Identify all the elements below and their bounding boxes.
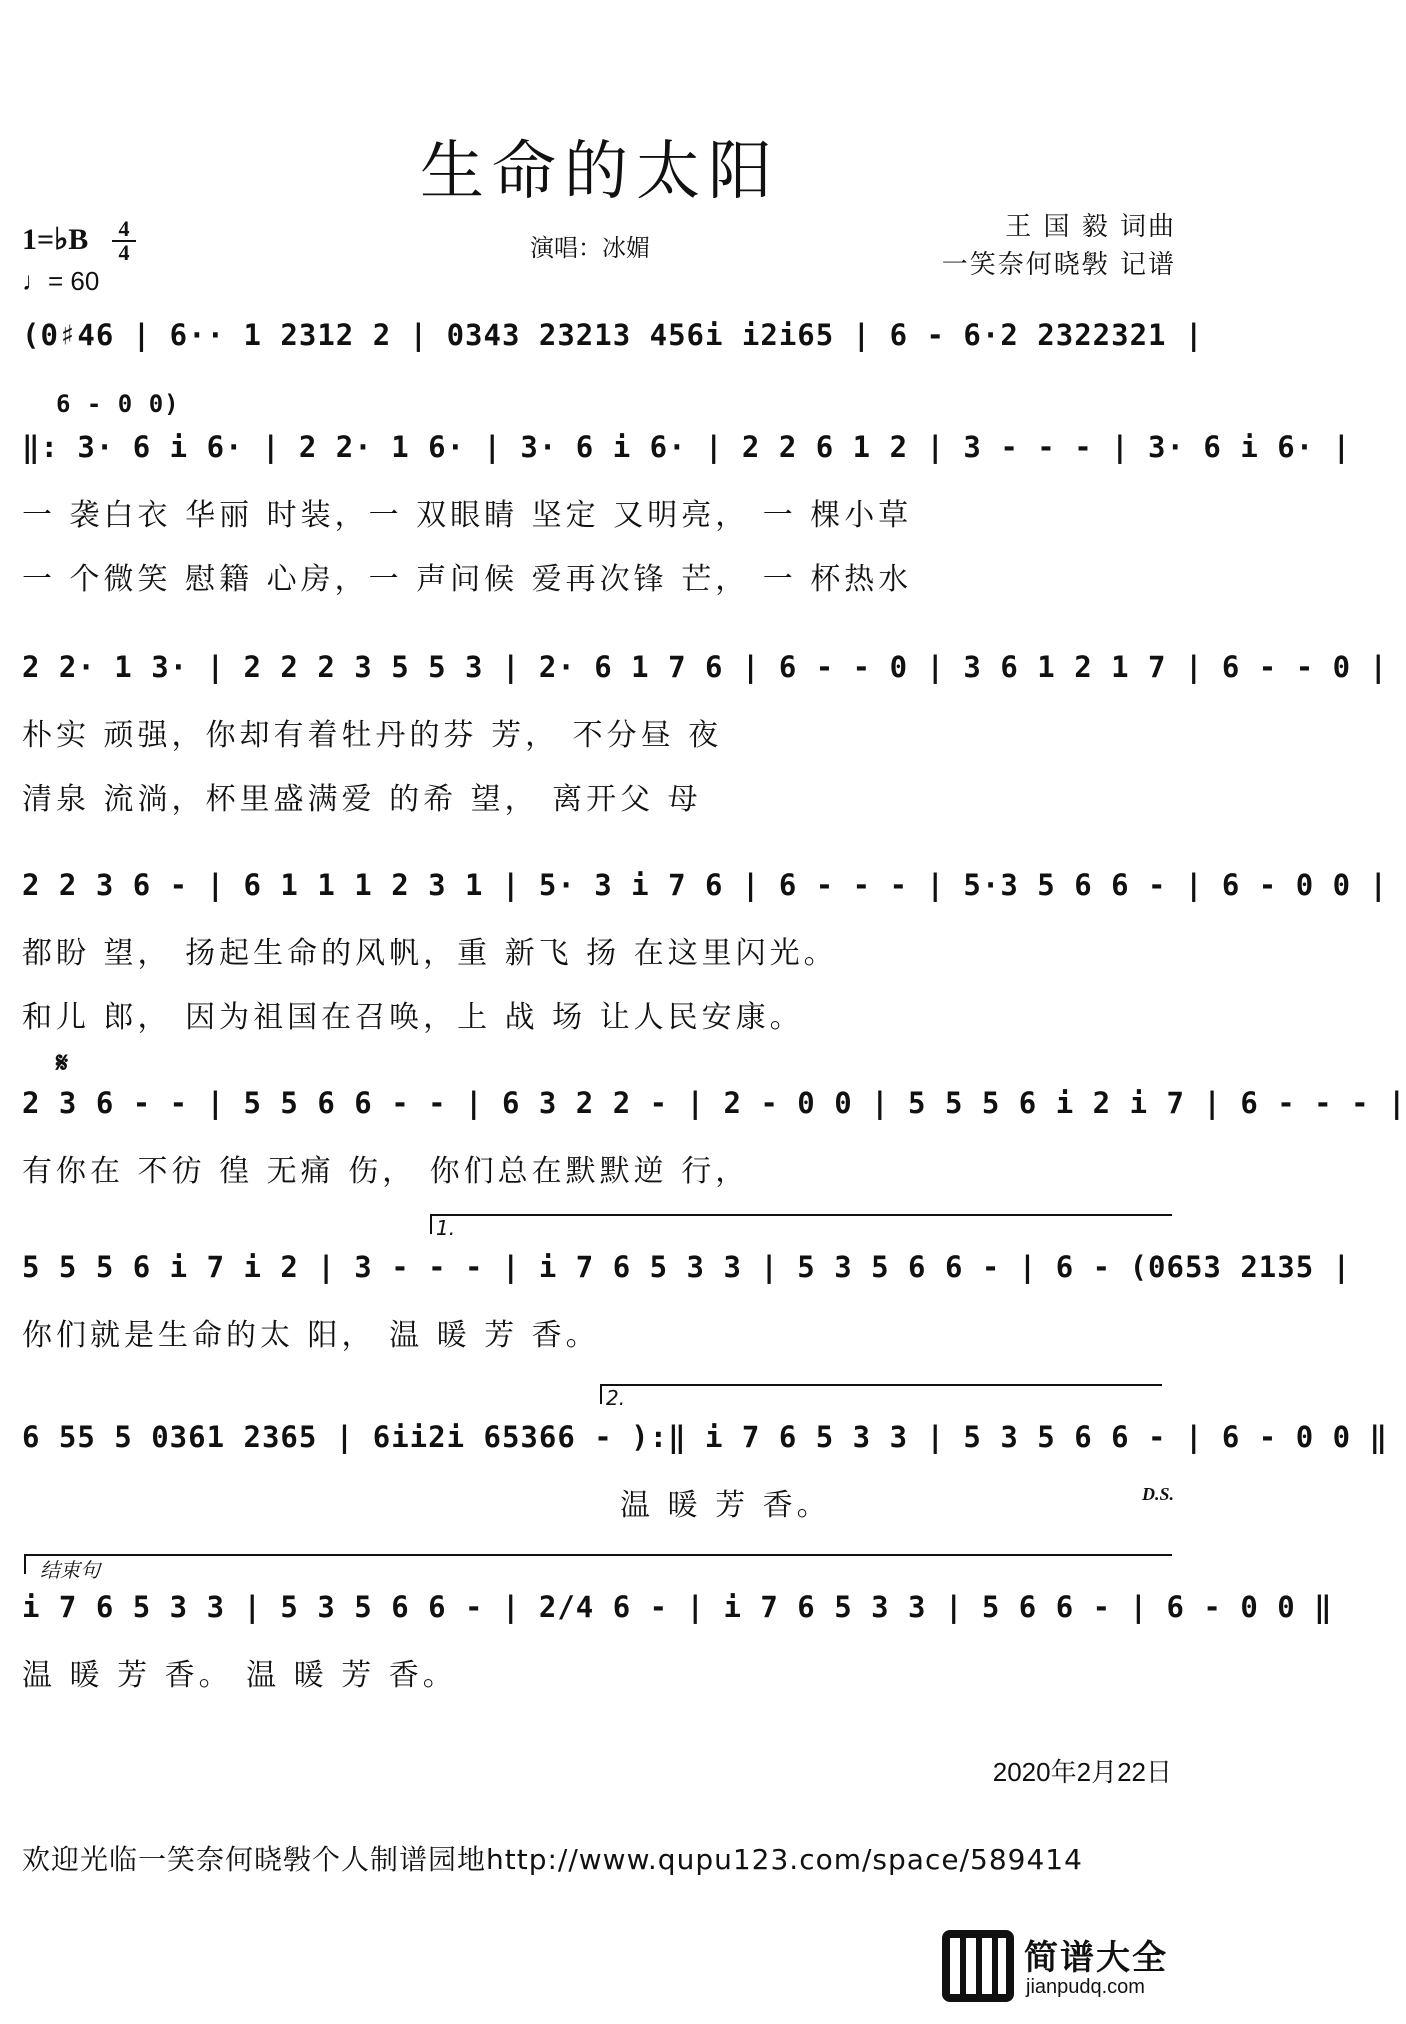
lyric-line: 一 个微笑 慰籍 心房，一 声问候 爱再次锋 芒， 一 杯热水 [22,562,913,597]
time-top: 4 [118,216,130,241]
site-logo [942,1930,1178,2010]
transcriber-credit: 一笑奈何晓斅 记谱 [941,250,1176,280]
system-prefix: 6 - 0 0) [56,390,180,418]
lyric-line: 都盼 望， 扬起生命的风帆，重 新飞 扬 在这里闪光。 [22,936,838,971]
notation-line: 2 3 6 - - | 5 5 6 6 - - | 6 3 2 2 - | 2 - 0 0 | 5 5 5 6 i 2 i 7 | 6 - - - | [22,1086,1406,1120]
dal-segno-marker: D.S. [1141,1484,1174,1504]
lyric-line: 你们就是生命的太 阳， 温 暖 芳 香。 [22,1318,600,1353]
key-signature [22,222,88,257]
coda-bracket [24,1554,1172,1574]
key-note: B [68,223,89,256]
notation-line: 2 2· 1 3· | 2 2 2 3 5 5 3 | 2· 6 1 7 6 | 6 - - 0 | 3 6 1 2 1 7 | 6 - - 0 | [22,650,1389,684]
lyric-line: 温 暖 芳 香。 温 暖 芳 香。 [22,1658,457,1693]
lyric-line: 有你在 不彷 徨 无痛 伤， 你们总在默默逆 行， [22,1154,750,1189]
lyric-line: 温 暖 芳 香。 [620,1488,831,1523]
volta-bracket [600,1384,1162,1404]
lyric-line: 朴实 顽强，你却有着牡丹的芬 芳， 不分昼 夜 [22,718,723,753]
author-credits [942,208,1176,284]
page-title: 生命的太阳 [420,135,780,209]
volta-label: 2. [606,1386,626,1410]
tempo-marking: ♩= 60 [22,266,100,296]
notation-line: (0♯46 | 6·· 1 2312 2 | 0343 23213 456i i2i65 | 6 - 6·2 2322321 | [22,318,1204,352]
system-prefix: 𝄋 [56,1046,70,1079]
lyric-line: 一 袭白衣 华丽 时装，一 双眼睛 坚定 又明亮， 一 棵小草 [22,498,913,533]
singer-credit: 演唱：冰媚 [530,234,650,262]
notation-line: i 7 6 5 3 3 | 5 3 5 6 6 - | 2/4 6 - | i 7 6 5 3 3 | 5 6 6 - | 6 - 0 0 ‖ [22,1590,1333,1624]
date: 2020年2月22日 [992,1757,1172,1787]
time-signature [112,218,136,264]
logo-title: 简谱大全 [1024,1938,1168,1978]
piano-icon [942,1930,1014,2002]
site-notice: 欢迎光临一笑奈何晓斅个人制谱园地http://www.qupu123.com/space/589414 [22,1843,1083,1876]
notation-line: 6 55 5 0361 2365 | 6ii2i 65366 - ):‖ i 7 6 5 3 3 | 5 3 5 6 6 - | 6 - 0 0 ‖ [22,1420,1389,1454]
notation-line: 5 5 5 6 i 7 i 2 | 3 - - - | i 7 6 5 3 3 | 5 3 5 6 6 - | 6 - (0653 2135 | [22,1250,1352,1284]
time-bottom: 4 [118,240,130,265]
logo-url: jianpudq.com [1026,1976,1145,1998]
key-prefix: 1= [22,223,55,256]
coda-label: 结束句 [40,1558,100,1582]
composer-credit: 王 国 毅 词曲 [1005,212,1176,242]
volta-label: 1. [436,1216,456,1240]
volta-bracket [430,1214,1172,1234]
flat-sign: ♭ [54,223,69,256]
notation-line: ‖: 3· 6 i 6· | 2 2· 1 6· | 3· 6 i 6· | 2 2 6 1 2 | 3 - - - | 3· 6 i 6· | [22,430,1352,464]
notation-line: 2 2 3 6 - | 6 1 1 1 2 3 1 | 5· 3 i 7 6 | 6 - - - | 5·3 5 6 6 - | 6 - 0 0 | [22,868,1389,902]
lyric-line: 和儿 郎， 因为祖国在召唤，上 战 场 让人民安康。 [22,1000,804,1035]
lyric-line: 清泉 流淌，杯里盛满爱 的希 望， 离开父 母 [22,782,702,817]
